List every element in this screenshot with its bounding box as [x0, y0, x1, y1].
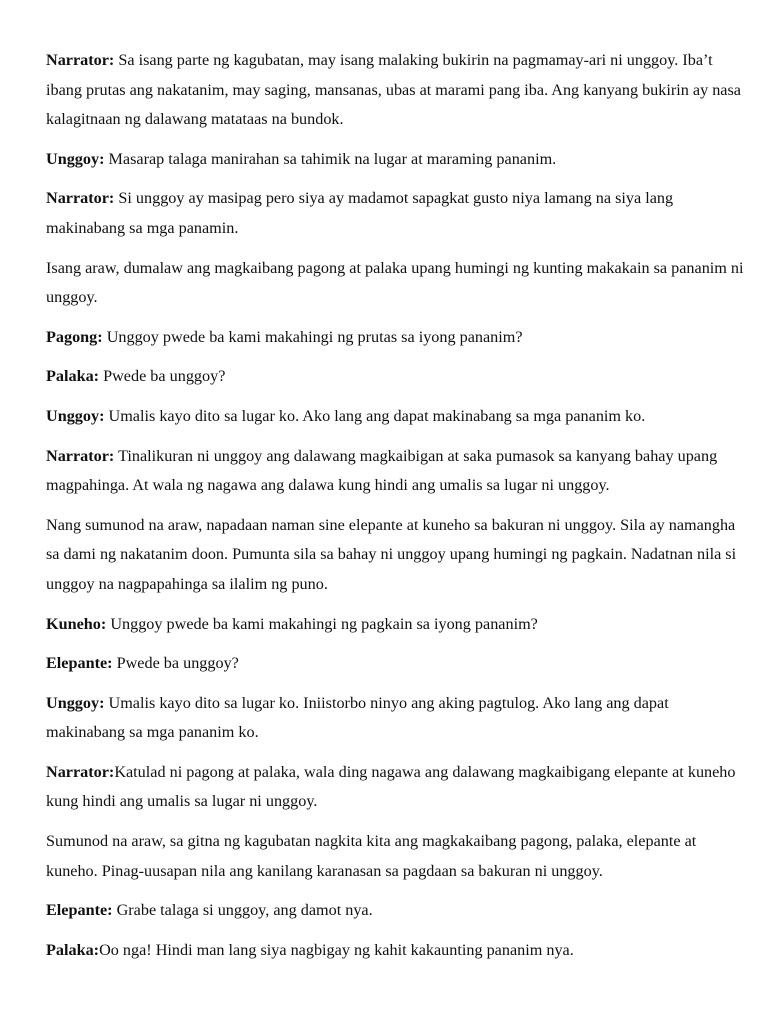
paragraph-text: Katulad ni pagong at palaka, wala ding nagawa ang dalawang magkaibigang elepante at kuneho kung hindi ang umalis sa lugar ni unggoy.	[46, 762, 736, 811]
paragraph-text: Unggoy pwede ba kami makahingi ng prutas sa iyong pananim?	[106, 327, 523, 346]
paragraph-13	[46, 758, 748, 817]
speaker-label: Unggoy:	[46, 149, 105, 168]
paragraph-8	[46, 442, 748, 501]
paragraph-7	[46, 402, 748, 432]
paragraph-text: Unggoy pwede ba kami makahingi ng pagkain sa iyong pananim?	[110, 614, 538, 633]
speaker-label: Unggoy:	[46, 406, 105, 425]
paragraph-10	[46, 610, 748, 640]
paragraph-1	[46, 46, 748, 135]
paragraph-text: Pwede ba unggoy?	[116, 654, 239, 673]
speaker-label: Elepante:	[46, 901, 113, 920]
paragraph-14	[46, 827, 748, 886]
paragraph-text: Isang araw, dumalaw ang magkaibang pagong at palaka upang humingi ng kunting makakain sa pananim ni unggoy.	[46, 258, 744, 307]
paragraph-9	[46, 511, 748, 600]
paragraph-5	[46, 323, 748, 353]
paragraph-4	[46, 254, 748, 313]
paragraph-text: Umalis kayo dito sa lugar ko. Iniistorbo ninyo ang aking pagtulog. Ako lang ang dapat makinabang sa mga pananim ko.	[46, 693, 669, 742]
paragraph-text: Oo nga! Hindi man lang siya nagbigay ng kahit kakaunting pananim nya.	[99, 940, 574, 959]
speaker-label: Narrator:	[46, 446, 115, 465]
speaker-label: Kuneho:	[46, 614, 107, 633]
paragraph-6	[46, 362, 748, 392]
speaker-label: Palaka:	[46, 367, 100, 386]
paragraph-12	[46, 689, 748, 748]
paragraph-text: Pwede ba unggoy?	[103, 367, 226, 386]
paragraph-text: Umalis kayo dito sa lugar ko. Ako lang ang dapat makinabang sa mga pananim ko.	[108, 406, 646, 425]
paragraph-text: Grabe talaga si unggoy, ang damot nya.	[116, 901, 373, 920]
speaker-label: Palaka:	[46, 940, 100, 959]
paragraph-text: Sumunod na araw, sa gitna ng kagubatan nagkita kita ang magkakaibang pagong, palaka, elepante at kuneho. Pinag-uusapan nila ang kanilang karanasan sa pagdaan sa bakuran ni unggoy.	[46, 832, 697, 880]
speaker-label: Elepante:	[46, 654, 113, 673]
paragraph-11	[46, 649, 748, 679]
paragraph-16	[46, 936, 748, 966]
speaker-label: Narrator:	[46, 189, 115, 208]
paragraph-text: Masarap talaga manirahan sa tahimik na lugar at maraming pananim.	[108, 149, 557, 168]
speaker-label: Pagong:	[46, 327, 103, 346]
document-page	[46, 46, 748, 975]
paragraph-text: Tinalikuran ni unggoy ang dalawang magkaibigan at saka pumasok sa kanyang bahay upang magpahinga. At wala ng nagawa ang dalawa kung hindi ang umalis sa lugar ni unggoy.	[46, 446, 718, 495]
speaker-label: Narrator:	[46, 51, 115, 69]
speaker-label: Unggoy:	[46, 693, 105, 712]
paragraph-15	[46, 896, 748, 926]
paragraph-3	[46, 184, 748, 243]
paragraph-2	[46, 145, 748, 175]
paragraph-text: Sa isang parte ng kagubatan, may isang malaking bukirin na pagmamay-ari ni unggoy. Iba’t ibang prutas ang nakatanim, may saging, mansanas, ubas at marami pang iba. Ang kanyang bukirin ay nasa kalagitnaan ng dalawang matataas na bundok.	[46, 51, 741, 129]
speaker-label: Narrator:	[46, 762, 115, 781]
paragraph-text: Nang sumunod na araw, napadaan naman sine elepante at kuneho sa bakuran ni unggoy. Sila ay namangha sa dami ng nakatanim doon. Pumunta sila sa bahay ni unggoy upang humingi ng pagkain. Nadatnan nila si unggoy na nagpapahinga sa ilalim ng puno.	[46, 515, 737, 593]
paragraph-text: Si unggoy ay masipag pero siya ay madamot sapagkat gusto niya lamang na siya lang makinabang sa mga panamin.	[46, 189, 674, 237]
